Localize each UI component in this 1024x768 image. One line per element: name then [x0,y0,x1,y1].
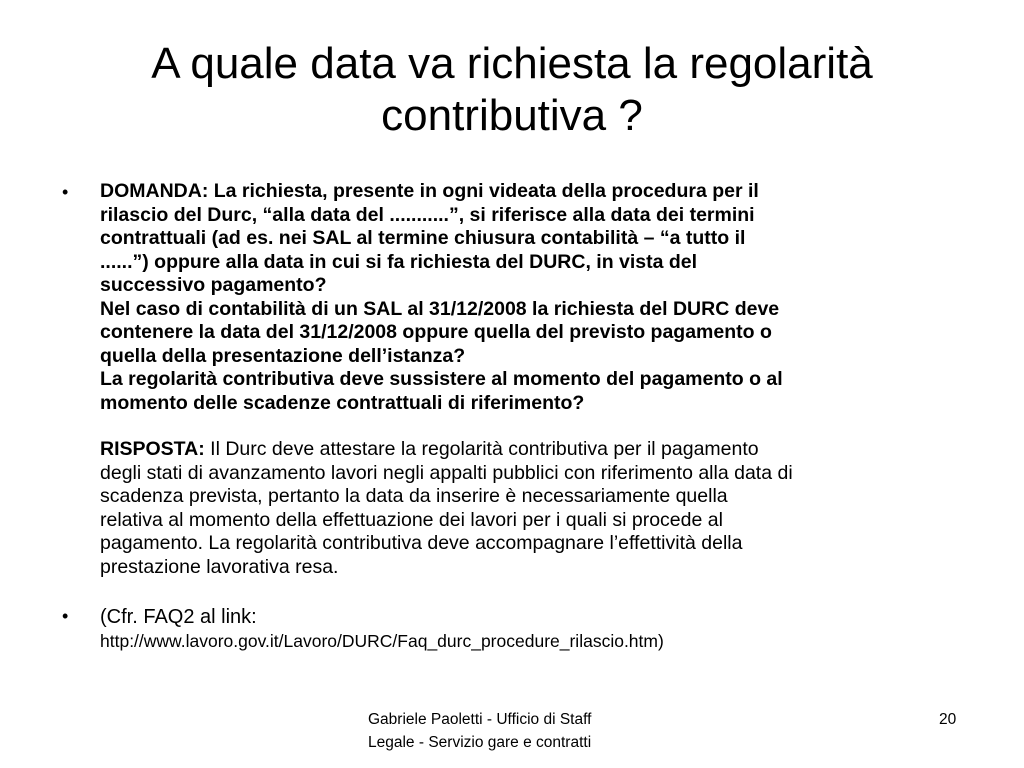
answer-label: RISPOSTA: [100,438,205,460]
bullet-icon: • [62,182,69,202]
reference-line-1: (Cfr. FAQ2 al link: [100,606,257,628]
question-line-9: La regolarità contributiva deve sussistere al momento del pagamento o al [100,368,783,390]
question-line-1: DOMANDA: La richiesta, presente in ogni videata della procedura per il [100,180,759,202]
reference-link[interactable]: http://www.lavoro.gov.it/Lavoro/DURC/Faq_durc_procedure_rilascio.htm) [100,631,664,651]
bullet-icon: • [62,606,69,626]
bullet-list [60,180,980,653]
answer-line-1-text: Il Durc deve attestare la regolarità contributiva per il pagamento [204,438,759,460]
question-line-5: successivo pagamento? [100,274,327,296]
question-line-2: rilascio del Durc, “alla data del ...........”, si riferisce alla data dei termini [100,203,755,226]
question-line-7: contenere la data del 31/12/2008 oppure quella del previsto pagamento o [100,321,772,343]
question-block [100,180,980,415]
footer-line-2: Legale - Servizio gare e contratti [368,734,592,751]
question-line-3: contrattuali (ad es. nei SAL al termine chiusura contabilità – “a tutto il [100,227,746,249]
footer-line-1: Gabriele Paoletti - Ufficio di Staff [368,711,592,728]
answer-line-6: prestazione lavorativa resa. [100,555,339,578]
question-line-10: momento delle scadenze contrattuali di riferimento? [100,391,585,414]
answer-line-1 [100,438,980,462]
answer-line-3: scadenza prevista, pertanto la data da inserire è necessariamente quella [100,485,728,507]
answer-line-2: degli stati di avanzamento lavori negli appalti pubblici con riferimento alla data di [100,461,793,484]
question-line-8: quella della presentazione dell’istanza? [100,344,466,367]
slide-title-line-1: A quale data va richiesta la regolarità [151,39,873,88]
question-line-4: ......”) oppure alla data in cui si fa richiesta del DURC, in vista del [100,250,698,273]
answer-line-4: relativa al momento della effettuazione dei lavori per i quali si procede al [100,508,723,531]
question-line-6: Nel caso di contabilità di un SAL al 31/12/2008 la richiesta del DURC deve [100,297,780,320]
slide-title [60,38,964,142]
answer-block [100,438,980,579]
page-number: 20 [939,711,957,728]
paragraph-spacer [100,415,980,438]
slide-footer [368,708,591,754]
answer-line-5: pagamento. La regolarità contributiva deve accompagnare l’effettività della [100,532,743,554]
slide-title-line-2: contributiva ? [381,91,643,140]
bullet-item-reference [60,605,980,653]
bullet-item-question [60,180,980,579]
